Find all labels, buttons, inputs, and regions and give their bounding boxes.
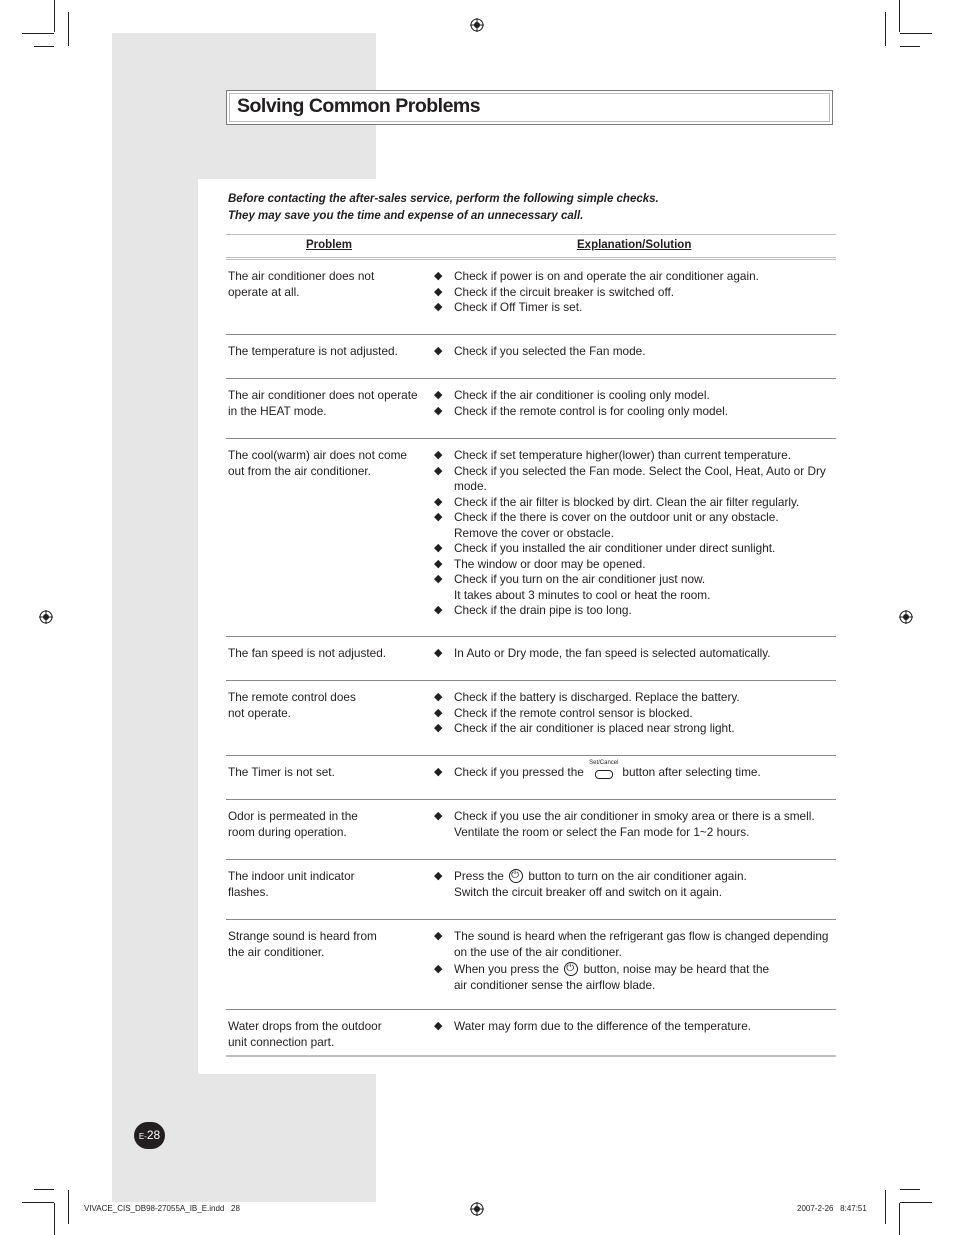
solution-item: ◆ The sound is heard when the refrigerant gas flow is changed depending on the use of the air conditioner.: [434, 929, 834, 960]
solution-item: ◆ Check if set temperature higher(lower) than current temperature.: [434, 448, 834, 464]
intro-line: They may save you the time and expense of an unnecessary call.: [228, 210, 584, 222]
problem-text: the air conditioner.: [228, 944, 325, 959]
page-number-badge: [134, 1122, 165, 1149]
power-button-icon: [509, 869, 523, 883]
registration-mark-icon: [470, 1202, 484, 1216]
footer-file-info: VIVACE_CIS_DB98-27055A_IB_E.indd 28: [84, 1204, 240, 1213]
solution-list: [434, 448, 834, 619]
crop-mark: [68, 12, 69, 46]
problem-cell: [228, 929, 428, 960]
crop-mark: [34, 46, 54, 47]
problem-text: Strange sound is heard from: [228, 929, 377, 943]
solution-list: [434, 869, 834, 900]
solution-item: ◆ In Auto or Dry mode, the fan speed is selected automatically.: [434, 646, 834, 662]
problem-text: flashes.: [228, 884, 269, 899]
table-header: [226, 235, 836, 260]
solution-list: [434, 646, 834, 662]
table-row: [226, 681, 836, 756]
problem-cell: [228, 269, 428, 300]
solution-item: ◆ Check if the remote control is for cooling only model.: [434, 404, 834, 420]
problem-text: The air conditioner does not operate: [228, 388, 418, 402]
solution-item: ◆ Water may form due to the difference of the temperature.: [434, 1019, 834, 1035]
solution-item: ◆ Check if you selected the Fan mode.: [434, 344, 834, 360]
intro-line: Before contacting the after-sales service, perform the following simple checks.: [228, 193, 659, 205]
table-row: [226, 637, 836, 681]
table-row: [226, 439, 836, 637]
solution-item: ◆ Press the ⏻ button to turn on the air conditioner again. Switch the circuit breaker off and switch on it again.: [434, 869, 834, 900]
problem-cell: [228, 690, 428, 721]
page-band-left: [112, 179, 198, 1074]
crop-mark: [22, 33, 54, 34]
problem-cell: [228, 344, 428, 360]
solution-list: [434, 929, 834, 993]
problem-cell: [228, 809, 428, 840]
problem-text: unit connection part.: [228, 1034, 335, 1049]
set-cancel-button-icon: Set/Cancel: [589, 765, 617, 779]
problem-cell: [228, 869, 428, 900]
solution-item: ◆ Check if the air conditioner is cooling only model.: [434, 388, 834, 404]
table-row: [226, 800, 836, 860]
problem-text: in the HEAT mode.: [228, 403, 327, 418]
troubleshooting-table: [226, 234, 836, 1057]
title-box: [226, 90, 833, 125]
table-row: [226, 335, 836, 379]
crop-mark: [900, 1189, 920, 1190]
solution-item: ◆ Check if you use the air conditioner in smoky area or there is a smell. Ventilate the room or select the Fan mode for 1~2 hours.: [434, 809, 834, 840]
solution-item: ◆ Check if you selected the Fan mode. Select the Cool, Heat, Auto or Dry mode.: [434, 464, 834, 495]
solution-item: ◆ Check if the drain pipe is too long.: [434, 603, 834, 619]
solution-list: [434, 269, 834, 316]
problem-cell: [228, 448, 428, 479]
solution-item: ◆ Check if the there is cover on the outdoor unit or any obstacle. Remove the cover or obstacle.: [434, 510, 834, 541]
solution-list: [434, 388, 834, 419]
problem-cell: [228, 646, 428, 662]
problem-text: The Timer is not set.: [228, 765, 335, 779]
header-solution: Explanation/Solution: [577, 239, 692, 251]
page-title: Solving Common Problems: [237, 95, 481, 117]
problem-text: The cool(warm) air does not come: [228, 448, 407, 462]
table-row: [226, 860, 836, 920]
solution-item: ◆ Check if the remote control sensor is blocked.: [434, 706, 834, 722]
solution-list: [434, 1019, 834, 1035]
solution-item: ◆ Check if the battery is discharged. Replace the battery.: [434, 690, 834, 706]
problem-text: The fan speed is not adjusted.: [228, 646, 387, 660]
registration-mark-icon: [470, 18, 484, 32]
solution-item: ◆ When you press the ⏻ button, noise may be heard that the air conditioner sense the airflow blade.: [434, 962, 834, 993]
solution-item: ◆ Check if the circuit breaker is switched off.: [434, 285, 834, 301]
crop-mark: [54, 0, 55, 32]
solution-item: ◆ Check if you installed the air conditioner under direct sunlight.: [434, 541, 834, 557]
crop-mark: [885, 12, 886, 46]
solution-item: ◆ Check if the air conditioner is placed near strong light.: [434, 721, 834, 737]
problem-text: Odor is permeated in the: [228, 809, 358, 823]
intro-text: [228, 191, 659, 225]
table-row: [226, 920, 836, 1010]
crop-mark: [900, 46, 920, 47]
solution-list: [434, 344, 834, 360]
problem-text: The air conditioner does not: [228, 269, 375, 283]
crop-mark: [22, 1202, 54, 1203]
crop-mark: [885, 1190, 886, 1224]
problem-text: room during operation.: [228, 824, 347, 839]
solution-list: [434, 760, 834, 781]
crop-mark: [68, 1190, 69, 1224]
crop-mark: [900, 1202, 932, 1203]
table-row: [226, 1010, 836, 1057]
power-button-icon: [564, 962, 578, 976]
page-prefix: E-: [138, 1132, 147, 1141]
crop-mark: [54, 1203, 55, 1235]
footer-timestamp: 2007-2-26 8:47:51: [797, 1204, 867, 1213]
solution-item: ◆ Check if power is on and operate the air conditioner again.: [434, 269, 834, 285]
crop-mark: [900, 33, 932, 34]
problem-text: The remote control does: [228, 690, 356, 704]
solution-list: [434, 809, 834, 840]
solution-item: ◆ The window or door may be opened.: [434, 557, 834, 573]
solution-item: ◆ Check if Off Timer is set.: [434, 300, 834, 316]
problem-cell: [228, 1019, 428, 1050]
registration-mark-icon: [39, 610, 53, 624]
problem-cell: [228, 765, 428, 781]
table-row: [226, 756, 836, 800]
solution-item: ◆ Check if the air filter is blocked by dirt. Clean the air filter regularly.: [434, 495, 834, 511]
problem-text: out from the air conditioner.: [228, 463, 371, 478]
solution-item: ◆ Check if you pressed the Set/Cancel button after selecting time.: [434, 765, 834, 781]
crop-mark: [899, 1203, 900, 1235]
table-row: [226, 379, 836, 439]
crop-mark: [34, 1189, 54, 1190]
header-problem: Problem: [306, 239, 353, 251]
problem-text: operate at all.: [228, 284, 300, 299]
problem-text: not operate.: [228, 705, 291, 720]
solution-list: [434, 690, 834, 737]
registration-mark-icon: [899, 610, 913, 624]
solution-item: ◆ Check if you turn on the air conditioner just now. It takes about 3 minutes to cool or heat the room.: [434, 572, 834, 603]
problem-text: Water drops from the outdoor: [228, 1019, 382, 1033]
crop-mark: [899, 0, 900, 32]
table-row: [226, 260, 836, 335]
problem-text: The indoor unit indicator: [228, 869, 355, 883]
problem-text: The temperature is not adjusted.: [228, 344, 398, 358]
problem-cell: [228, 388, 434, 419]
page-number: 28: [146, 1128, 161, 1142]
